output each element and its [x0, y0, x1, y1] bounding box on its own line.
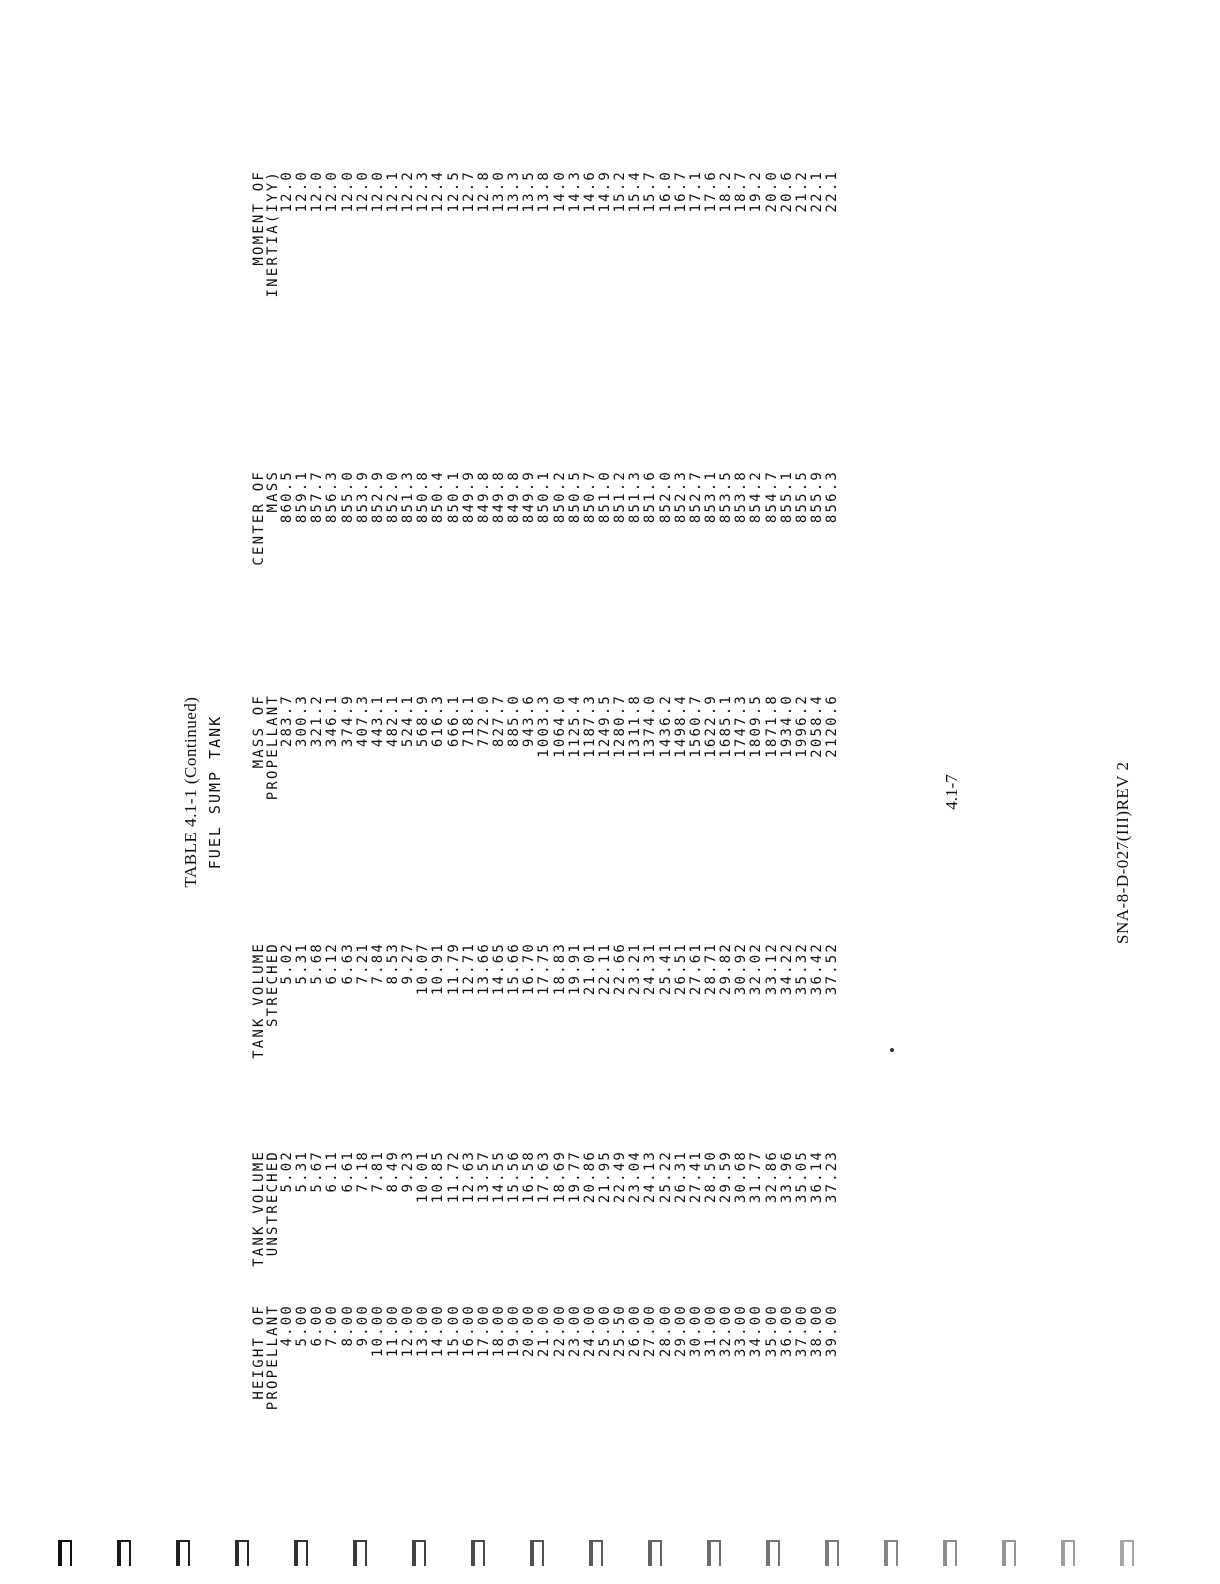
table-cell: 17.75 [536, 942, 553, 996]
table-cell: 853.9 [354, 470, 371, 524]
binding-tab [825, 1540, 839, 1566]
table-cell: 6.11 [324, 1150, 341, 1193]
column-moment-of-inertia [252, 170, 840, 298]
table-cell: 850.5 [566, 470, 583, 524]
table-cell: 26.51 [672, 942, 689, 996]
column-header-line: MOMENT OF [251, 170, 267, 266]
binding-tab [1061, 1540, 1075, 1566]
table-cell: 12.0 [369, 170, 386, 213]
table-cell: 34.00 [748, 1304, 765, 1358]
table-cell: 300.3 [294, 694, 311, 748]
table-cell: 27.41 [687, 1150, 704, 1204]
table-cell: 12.0 [339, 170, 356, 213]
table-cell: 1996.2 [793, 694, 810, 758]
table-cell: 33.00 [733, 1304, 750, 1358]
table-cell: 524.1 [400, 694, 417, 748]
column-header-line: CENTER OF [251, 470, 267, 566]
table-cell: 827.7 [490, 694, 507, 748]
column-tank-volume-streched [252, 942, 840, 1059]
table-cell: 28.00 [657, 1304, 674, 1358]
table-cell: 26.00 [627, 1304, 644, 1358]
table-cell: 26.31 [672, 1150, 689, 1204]
table-cell: 1809.5 [748, 694, 765, 758]
table-cell: 772.0 [475, 694, 492, 748]
table-cell: 852.7 [687, 470, 704, 524]
table-cell: 17.00 [475, 1304, 492, 1358]
binding-tab [1120, 1540, 1134, 1566]
table-cell: 21.95 [596, 1150, 613, 1204]
table-title: TABLE 4.1-1 (Continued) [181, 696, 200, 888]
table-cell: 616.3 [430, 694, 447, 748]
speck [890, 1048, 894, 1052]
table-cell: 16.58 [521, 1150, 538, 1204]
table-cell: 19.91 [566, 942, 583, 996]
column-values [280, 470, 840, 566]
table-cell: 6.63 [339, 942, 356, 985]
table-cell: 885.0 [506, 694, 523, 748]
table-cell: 24.31 [642, 942, 659, 996]
table-cell: 2120.6 [824, 694, 841, 758]
table-cell: 1280.7 [612, 694, 629, 758]
table-cell: 850.8 [415, 470, 432, 524]
table-cell: 35.00 [763, 1304, 780, 1358]
table-cell: 1934.0 [778, 694, 795, 758]
table-cell: 851.2 [612, 470, 629, 524]
binding-tab [471, 1540, 485, 1566]
table-cell: 17.6 [702, 170, 719, 213]
column-values [280, 694, 840, 800]
binding-tab [884, 1540, 898, 1566]
table-cell: 30.92 [733, 942, 750, 996]
table-cell: 482.1 [384, 694, 401, 748]
table-cell: 12.0 [279, 170, 295, 213]
table-cell: 33.12 [763, 942, 780, 996]
column-tank-volume-unstreched [252, 1150, 840, 1267]
table-cell: 854.2 [748, 470, 765, 524]
table-cell: 855.1 [778, 470, 795, 524]
binding-tab [353, 1540, 367, 1566]
table-cell: 853.8 [733, 470, 750, 524]
table-cell: 321.2 [309, 694, 326, 748]
table-cell: 20.00 [521, 1304, 538, 1358]
table-cell: 10.91 [430, 942, 447, 996]
table-cell: 856.3 [824, 470, 841, 524]
table-cell: 855.5 [793, 470, 810, 524]
table-cell: 25.41 [657, 942, 674, 996]
table-cell: 8.53 [384, 942, 401, 985]
table-cell: 4.00 [279, 1304, 295, 1347]
table-cell: 7.84 [369, 942, 386, 985]
table-cell: 853.5 [718, 470, 735, 524]
table-cell: 36.14 [808, 1150, 825, 1204]
table-cell: 15.00 [445, 1304, 462, 1358]
table-cell: 37.00 [793, 1304, 810, 1358]
table-cell: 22.66 [612, 942, 629, 996]
table-cell: 10.00 [369, 1304, 386, 1358]
table-cell: 14.6 [581, 170, 598, 213]
table-cell: 19.2 [748, 170, 765, 213]
table-cell: 31.00 [702, 1304, 719, 1358]
table-cell: 852.3 [672, 470, 689, 524]
table-cell: 20.6 [778, 170, 795, 213]
table-cell: 851.3 [627, 470, 644, 524]
table-cell: 12.00 [400, 1304, 417, 1358]
table-cell: 12.0 [309, 170, 326, 213]
column-values [280, 1150, 840, 1267]
binding-tab [530, 1540, 544, 1566]
table-cell: 855.9 [808, 470, 825, 524]
binding-tab [412, 1540, 426, 1566]
table-cell: 14.9 [596, 170, 613, 213]
table-cell: 20.0 [763, 170, 780, 213]
table-cell: 16.0 [657, 170, 674, 213]
table-cell: 18.00 [490, 1304, 507, 1358]
table-cell: 14.00 [430, 1304, 447, 1358]
table-cell: 852.9 [369, 470, 386, 524]
table-cell: 19.77 [566, 1150, 583, 1204]
table-cell: 853.1 [702, 470, 719, 524]
table-cell: 6.00 [309, 1304, 326, 1347]
table-cell: 1560.7 [687, 694, 704, 758]
table-cell: 13.3 [506, 170, 523, 213]
table-cell: 850.1 [536, 470, 553, 524]
column-header-line: PROPELLANT [265, 1304, 281, 1411]
table-cell: 283.7 [279, 694, 295, 748]
table-cell: 10.07 [415, 942, 432, 996]
table-cell: 13.5 [521, 170, 538, 213]
table-cell: 13.00 [415, 1304, 432, 1358]
table-cell: 6.12 [324, 942, 341, 985]
table-cell: 23.21 [627, 942, 644, 996]
table-cell: 15.2 [612, 170, 629, 213]
table-cell: 849.9 [521, 470, 538, 524]
table-cell: 30.00 [687, 1304, 704, 1358]
binding-tabs [58, 1540, 1178, 1576]
table-cell: 22.49 [612, 1150, 629, 1204]
table-cell: 33.96 [778, 1150, 795, 1204]
column-values [280, 170, 840, 298]
table-cell: 34.22 [778, 942, 795, 996]
table-cell: 29.82 [718, 942, 735, 996]
table-cell: 22.1 [824, 170, 841, 213]
table-cell: 15.56 [506, 1150, 523, 1204]
column-values [280, 942, 840, 1059]
table-cell: 20.86 [581, 1150, 598, 1204]
table-cell: 18.2 [718, 170, 735, 213]
table-cell: 16.7 [672, 170, 689, 213]
table-cell: 8.49 [384, 1150, 401, 1193]
table-cell: 1685.1 [718, 694, 735, 758]
table-cell: 13.57 [475, 1150, 492, 1204]
table-cell: 15.7 [642, 170, 659, 213]
table-cell: 21.2 [793, 170, 810, 213]
table-cell: 9.23 [400, 1150, 417, 1193]
table-cell: 9.27 [400, 942, 417, 985]
table-cell: 5.02 [279, 942, 295, 985]
table-cell: 850.7 [581, 470, 598, 524]
column-header-line: MASS OF [251, 694, 267, 769]
table-cell: 852.0 [657, 470, 674, 524]
table-cell: 13.0 [490, 170, 507, 213]
table-cell: 850.1 [445, 470, 462, 524]
table-cell: 21.01 [581, 942, 598, 996]
table-cell: 7.18 [354, 1150, 371, 1193]
table-cell: 849.8 [506, 470, 523, 524]
column-header-line: TANK VOLUME [251, 1150, 267, 1267]
table-cell: 30.68 [733, 1150, 750, 1204]
table-cell: 1498.4 [672, 694, 689, 758]
table-cell: 5.68 [309, 942, 326, 985]
table-cell: 36.42 [808, 942, 825, 996]
table-cell: 32.02 [748, 942, 765, 996]
table-cell: 6.61 [339, 1150, 356, 1193]
table-cell: 5.00 [294, 1304, 311, 1347]
binding-tab [648, 1540, 662, 1566]
table-cell: 17.1 [687, 170, 704, 213]
binding-tab [294, 1540, 308, 1566]
column-header-line: INERTIA(IYY) [265, 170, 281, 298]
table-cell: 849.8 [490, 470, 507, 524]
table-cell: 851.0 [596, 470, 613, 524]
table-cell: 5.67 [309, 1150, 326, 1193]
table-cell: 7.21 [354, 942, 371, 985]
table-cell: 12.0 [324, 170, 341, 213]
table-cell: 1125.4 [566, 694, 583, 758]
table-cell: 29.59 [718, 1150, 735, 1204]
table-cell: 22.1 [808, 170, 825, 213]
binding-tab [235, 1540, 249, 1566]
table-cell: 850.4 [430, 470, 447, 524]
table-cell: 24.13 [642, 1150, 659, 1204]
table-cell: 31.77 [748, 1150, 765, 1204]
table-cell: 25.50 [612, 1304, 629, 1358]
table-cell: 19.00 [506, 1304, 523, 1358]
page-number: 4.1-7 [942, 774, 961, 810]
table-cell: 32.00 [718, 1304, 735, 1358]
table-cell: 849.8 [475, 470, 492, 524]
table-cell: 12.4 [430, 170, 447, 213]
table-cell: 852.0 [384, 470, 401, 524]
table-cell: 346.1 [324, 694, 341, 748]
table-cell: 12.3 [415, 170, 432, 213]
table-cell: 16.70 [521, 942, 538, 996]
binding-tab [1002, 1540, 1016, 1566]
table-cell: 12.0 [354, 170, 371, 213]
table-cell: 38.00 [808, 1304, 825, 1358]
column-header-line: PROPELLANT [265, 694, 281, 801]
table-cell: 8.00 [339, 1304, 356, 1347]
table-cell: 15.66 [506, 942, 523, 996]
table-cell: 374.9 [339, 694, 356, 748]
table-cell: 1436.2 [657, 694, 674, 758]
table-cell: 7.00 [324, 1304, 341, 1347]
table-cell: 11.00 [384, 1304, 401, 1358]
table-cell: 9.00 [354, 1304, 371, 1347]
table-cell: 851.3 [400, 470, 417, 524]
table-cell: 1064.0 [551, 694, 568, 758]
table-cell: 16.00 [460, 1304, 477, 1358]
table-cell: 25.22 [657, 1150, 674, 1204]
table-cell: 23.00 [566, 1304, 583, 1358]
table-cell: 18.7 [733, 170, 750, 213]
table-cell: 22.11 [596, 942, 613, 996]
table-cell: 5.31 [294, 1150, 311, 1193]
binding-tab [58, 1540, 72, 1566]
table-cell: 12.7 [460, 170, 477, 213]
table-cell: 24.00 [581, 1304, 598, 1358]
table-cell: 855.0 [339, 470, 356, 524]
table-cell: 1622.9 [702, 694, 719, 758]
column-mass-of-propellant [252, 694, 840, 800]
table-cell: 32.86 [763, 1150, 780, 1204]
table-cell: 12.63 [460, 1150, 477, 1204]
table-cell: 10.85 [430, 1150, 447, 1204]
table-cell: 35.05 [793, 1150, 810, 1204]
table-cell: 718.1 [460, 694, 477, 748]
table-cell: 37.23 [824, 1150, 841, 1204]
table-cell: 37.52 [824, 942, 841, 996]
table-cell: 666.1 [445, 694, 462, 748]
table-cell: 5.31 [294, 942, 311, 985]
table-cell: 5.02 [279, 1150, 295, 1193]
table-cell: 14.65 [490, 942, 507, 996]
table-cell: 15.4 [627, 170, 644, 213]
table-cell: 1249.5 [596, 694, 613, 758]
binding-tab [589, 1540, 603, 1566]
table-cell: 14.0 [551, 170, 568, 213]
table-cell: 2058.4 [808, 694, 825, 758]
table-cell: 17.63 [536, 1150, 553, 1204]
table-cell: 1311.8 [627, 694, 644, 758]
column-header-line: MASS [265, 470, 281, 513]
table-cell: 23.04 [627, 1150, 644, 1204]
table-cell: 407.3 [354, 694, 371, 748]
table-cell: 39.00 [824, 1304, 841, 1358]
table-cell: 22.00 [551, 1304, 568, 1358]
table-cell: 1003.3 [536, 694, 553, 758]
column-header-line: STRECHED [265, 942, 281, 1028]
table-cell: 1871.8 [763, 694, 780, 758]
table-cell: 14.3 [566, 170, 583, 213]
table-cell: 854.7 [763, 470, 780, 524]
table-cell: 27.61 [687, 942, 704, 996]
table-cell: 11.79 [445, 942, 462, 996]
binding-tab [176, 1540, 190, 1566]
table-cell: 14.55 [490, 1150, 507, 1204]
table-cell: 25.00 [596, 1304, 613, 1358]
table-cell: 21.00 [536, 1304, 553, 1358]
column-values [280, 1304, 840, 1410]
table-cell: 12.8 [475, 170, 492, 213]
table-cell: 443.1 [369, 694, 386, 748]
table-cell: 12.71 [460, 942, 477, 996]
table-cell: 29.00 [672, 1304, 689, 1358]
table-cell: 13.8 [536, 170, 553, 213]
table-cell: 12.0 [294, 170, 311, 213]
table-cell: 7.81 [369, 1150, 386, 1193]
table-cell: 1747.3 [733, 694, 750, 758]
table-cell: 850.2 [551, 470, 568, 524]
table-cell: 943.6 [521, 694, 538, 748]
table-cell: 568.9 [415, 694, 432, 748]
table-subtitle: FUEL SUMP TANK [206, 714, 224, 870]
table-cell: 851.6 [642, 470, 659, 524]
table-cell: 10.01 [415, 1150, 432, 1204]
table-cell: 36.00 [778, 1304, 795, 1358]
binding-tab [766, 1540, 780, 1566]
table-cell: 35.32 [793, 942, 810, 996]
table-cell: 12.2 [400, 170, 417, 213]
table-cell: 12.1 [384, 170, 401, 213]
binding-tab [707, 1540, 721, 1566]
binding-tab [117, 1540, 131, 1566]
table-cell: 1187.3 [581, 694, 598, 758]
document-id: SNA-8-D-027(III)REV 2 [1113, 761, 1132, 944]
table-cell: 28.50 [702, 1150, 719, 1204]
table-cell: 13.66 [475, 942, 492, 996]
table-cell: 860.5 [279, 470, 295, 524]
table-cell: 18.69 [551, 1150, 568, 1204]
table-cell: 12.5 [445, 170, 462, 213]
column-header-line: UNSTRECHED [265, 1150, 281, 1257]
table-cell: 11.72 [445, 1150, 462, 1204]
table-cell: 1374.0 [642, 694, 659, 758]
table-cell: 859.1 [294, 470, 311, 524]
table-cell: 857.7 [309, 470, 326, 524]
column-height-of-propellant [252, 1304, 840, 1410]
binding-tab [943, 1540, 957, 1566]
table-cell: 27.00 [642, 1304, 659, 1358]
table-cell: 856.3 [324, 470, 341, 524]
table-cell: 18.83 [551, 942, 568, 996]
column-header-line: HEIGHT OF [251, 1304, 267, 1400]
column-header-line: TANK VOLUME [251, 942, 267, 1059]
table-cell: 28.71 [702, 942, 719, 996]
table-cell: 849.9 [460, 470, 477, 524]
column-center-of-mass [252, 470, 840, 566]
